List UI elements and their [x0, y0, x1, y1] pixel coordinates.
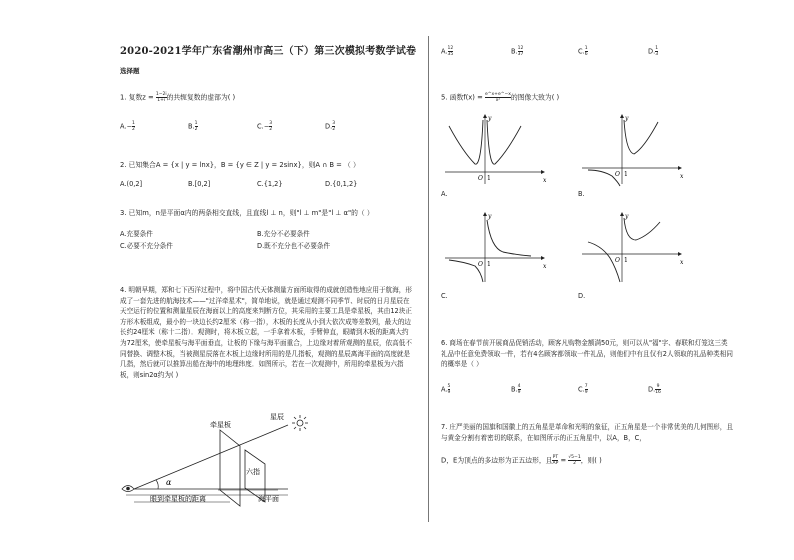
- frac-num: 4: [517, 384, 521, 389]
- tick-label: 1: [624, 257, 628, 264]
- question-7-continued: D，E为顶点的多边形为正五边形，且 $\frac{PT}{AP}$ = $\frac{√5-1}{2}$ ，则( ): [441, 455, 602, 466]
- q2-option-d[interactable]: D.{0,1,2}: [325, 180, 358, 188]
- question-4: 4. 明朝早期，郑和七下西洋过程中，将中国古代天体测量方面所取得的成就创造性地应用于航海，形成了一套先进的航海技术——"过洋牵星术"，简单地说，就是通过观测不同季节、时辰的日月星辰在天空运行的位置和测量星辰在海面以上的高度来判断方位，其采用的主要工具是牵星板，其由12块正方形木板组成，最小的一块边长约2厘米（称一指），木板的长度从小到大依次成等差数列，最大的边长约24厘米（称十二指）．观测时，将木板立起，一手拿着木板，手臂伸直，眼睛到木板的距离大约为72厘米，使牵星板与海平面垂直，让板的下缘与海平面重合，上边缘对着所观测的星辰，依高低不同替换、调整木板，当被测星辰落在木板上边缘时所用的是几指板，观测的星辰离海平面的高度就是几指，然后就可以推算出船在海中的地理纬度．如图所示，若在一次观测中，所用的牵星板为六指板，则sin2α约为( ): [120, 286, 412, 379]
- frac-den: 2: [132, 127, 135, 132]
- origin-label: O: [478, 175, 483, 182]
- q4-option-d-label: D.: [648, 47, 656, 56]
- frac-num: 5: [447, 384, 451, 389]
- frac-den: 9: [584, 390, 588, 395]
- q7-frac-right: [568, 455, 580, 466]
- frac-num: 12: [517, 46, 524, 51]
- q5-graph-c: [441, 210, 551, 286]
- frac-den: 3: [655, 52, 659, 57]
- q6-option-d-frac: [655, 384, 661, 395]
- q6-option-a[interactable]: [441, 384, 450, 395]
- q4-figure: [118, 410, 428, 522]
- section-heading: 选择题: [120, 67, 140, 75]
- origin-label: O: [478, 261, 483, 268]
- q6-option-c-label: C.: [578, 385, 585, 394]
- y-axis-label: y: [488, 115, 492, 122]
- q4-option-d-frac: [655, 46, 658, 57]
- frac-num: 3: [332, 121, 336, 126]
- q1-option-d-label: D.: [325, 122, 333, 131]
- q1-stem-pre: 1. 复数z =: [120, 93, 156, 102]
- frac-den: 9: [447, 390, 451, 395]
- y-axis-label: y: [625, 115, 629, 122]
- q4-option-b[interactable]: [511, 46, 523, 57]
- question-5: [441, 92, 559, 104]
- star-board-shape: [220, 430, 240, 506]
- q1-option-c[interactable]: [257, 121, 272, 132]
- alpha-arc: [156, 480, 158, 489]
- x-axis-label: x: [543, 177, 547, 184]
- q6-option-b-frac: [518, 384, 521, 395]
- frac-den: 9: [517, 390, 521, 395]
- q1-fraction: [156, 92, 167, 103]
- q1-option-a-label: A.−: [120, 122, 133, 131]
- board-label: 牵星板: [210, 421, 231, 429]
- column-divider: [428, 36, 429, 522]
- frac-den: x²: [495, 98, 501, 103]
- q2-option-a[interactable]: A.(0,2]: [120, 180, 143, 188]
- q1-option-b[interactable]: [188, 121, 198, 132]
- q1-option-c-frac: [269, 121, 272, 132]
- q2-option-b[interactable]: B.[0,2]: [188, 180, 211, 188]
- frac-den: 2: [269, 127, 273, 132]
- q5-stem-post: 的图像大致为( ): [510, 93, 560, 102]
- q5-option-b[interactable]: B.: [578, 190, 585, 198]
- sea-label: 海平面: [258, 495, 279, 503]
- q5-graph-a: [441, 112, 551, 188]
- q6-option-b[interactable]: [511, 384, 521, 395]
- frac-den: AP: [552, 461, 559, 466]
- star-icon: [292, 415, 308, 431]
- frac-num: 3: [269, 121, 273, 126]
- q6-option-a-frac: [448, 384, 451, 395]
- frac-num: 12: [447, 46, 454, 51]
- frac-num: 1: [655, 46, 659, 51]
- exam-title: 2020-2021学年广东省潮州市高三（下）第三次模拟考数学试卷: [120, 46, 417, 57]
- q6-option-b-label: B.: [511, 385, 518, 394]
- q1-option-a-frac: [132, 121, 135, 132]
- q4-option-a-frac: [448, 46, 454, 57]
- frac-num: e^x+e^−x: [484, 92, 511, 97]
- q3-option-a[interactable]: A.充要条件: [120, 230, 153, 238]
- star-label: 星辰: [270, 413, 284, 421]
- q5-option-c[interactable]: C.: [441, 292, 448, 300]
- frac-num: PT: [552, 455, 559, 460]
- q3-option-b[interactable]: B.充分不必要条件: [257, 230, 310, 238]
- tick-label: 1: [624, 171, 628, 178]
- origin-label: O: [615, 257, 620, 264]
- frac-den: 2: [332, 127, 336, 132]
- question-7: 7. 庄严美丽的国旗和国徽上的五角星是革命和光明的象征，正五角星是一个非常优美的几何图形，且与黄金分割有着密切的联系，在如图所示的正五角星中，以A，B，C，: [441, 423, 733, 442]
- question-6: 6. 商场在春节前开展商品促销活动，顾客凡购物金额满50元，则可以从"福"字、春联和灯笼这三类礼品中任意免费领取一件，若有4名顾客都领取一件礼品，则他们中有且仅有2人领取的礼品种类相同的概率是（ ）: [441, 339, 733, 369]
- frac-num: 1: [194, 121, 198, 126]
- frac-den: 2: [194, 127, 198, 132]
- eye-icon: [122, 486, 134, 492]
- frac-num: 1: [132, 121, 135, 126]
- q2-option-c[interactable]: C.{1,2}: [257, 180, 283, 188]
- q5-fraction: [485, 92, 511, 103]
- q7-text-post: ，则( ): [580, 456, 602, 465]
- frac-num: 1: [584, 46, 588, 51]
- tick-label: 1: [487, 261, 491, 268]
- q6-option-c-frac: [585, 384, 588, 395]
- q3-option-d[interactable]: D.既不充分也不必要条件: [257, 242, 331, 250]
- q1-option-d[interactable]: [325, 121, 335, 132]
- six-finger-label: 六指: [246, 468, 260, 476]
- q4-option-c[interactable]: [578, 46, 588, 57]
- q1-stem-post: 的共轭复数的虚部为( ): [166, 93, 236, 102]
- q5-graph-b: [578, 112, 688, 188]
- frac-num: √5−1: [568, 455, 581, 460]
- q7-text-pre: D，E为顶点的多边形为正五边形，且: [441, 456, 553, 465]
- q5-graph-d: [578, 210, 688, 286]
- q6-option-d[interactable]: [648, 384, 661, 395]
- q4-option-b-frac: [518, 46, 524, 57]
- q1-option-d-frac: [332, 121, 335, 132]
- x-axis-label: x: [680, 259, 684, 266]
- q4-option-a[interactable]: [441, 46, 453, 57]
- frac-den: 35: [447, 52, 454, 57]
- frac-num: 7: [584, 384, 588, 389]
- q6-option-c[interactable]: [578, 384, 588, 395]
- frac-den: 2: [573, 461, 576, 466]
- frac-den: 6: [584, 52, 588, 57]
- origin-label: O: [615, 171, 620, 178]
- q1-option-b-frac: [195, 121, 198, 132]
- x-axis-label: x: [543, 263, 547, 270]
- frac-num: 9: [656, 384, 660, 389]
- x-axis-label: x: [680, 173, 684, 180]
- alpha-label: α: [166, 478, 172, 487]
- q1-option-a[interactable]: [120, 121, 135, 132]
- y-axis-label: y: [488, 213, 492, 220]
- question-2: 2. 已知集合A = {x | y = lnx}，B = {y ∈ Z | y = 2sinx}，则A ∩ B = （ ）: [120, 161, 360, 169]
- tick-label: 1: [487, 175, 491, 182]
- q6-option-a-label: A.: [441, 385, 448, 394]
- question-1: [120, 92, 235, 104]
- frac-den: 16: [655, 390, 661, 395]
- q7-frac-left: [552, 455, 558, 466]
- question-3: 3. 已知m，n是平面α内的两条相交直线，且直线l ⊥ n，则"l ⊥ m"是"l ⊥ α"的（ ）: [120, 209, 374, 217]
- q5-stem-pre: 5. 函数f(x) =: [441, 93, 485, 102]
- q4-option-b-label: B.: [511, 47, 518, 56]
- q1-frac-den: 1+i: [157, 98, 166, 103]
- q3-option-c[interactable]: C.必要不充分条件: [120, 242, 173, 250]
- q1-option-b-label: B.: [188, 122, 195, 131]
- q5-option-a[interactable]: A.: [441, 190, 448, 198]
- q4-option-a-label: A.: [441, 47, 448, 56]
- q1-frac-num: 1−2i: [155, 92, 167, 97]
- distance-label: 眼到牵星板的距离: [150, 495, 206, 503]
- q6-option-d-label: D.: [648, 385, 656, 394]
- q4-option-d[interactable]: [648, 46, 658, 57]
- frac-den: 37: [517, 52, 524, 57]
- q4-option-c-label: C.: [578, 47, 585, 56]
- q5-option-d[interactable]: D.: [578, 292, 586, 300]
- y-axis-label: y: [625, 213, 629, 220]
- q1-option-c-label: C.−: [257, 122, 270, 131]
- q4-option-c-frac: [585, 46, 588, 57]
